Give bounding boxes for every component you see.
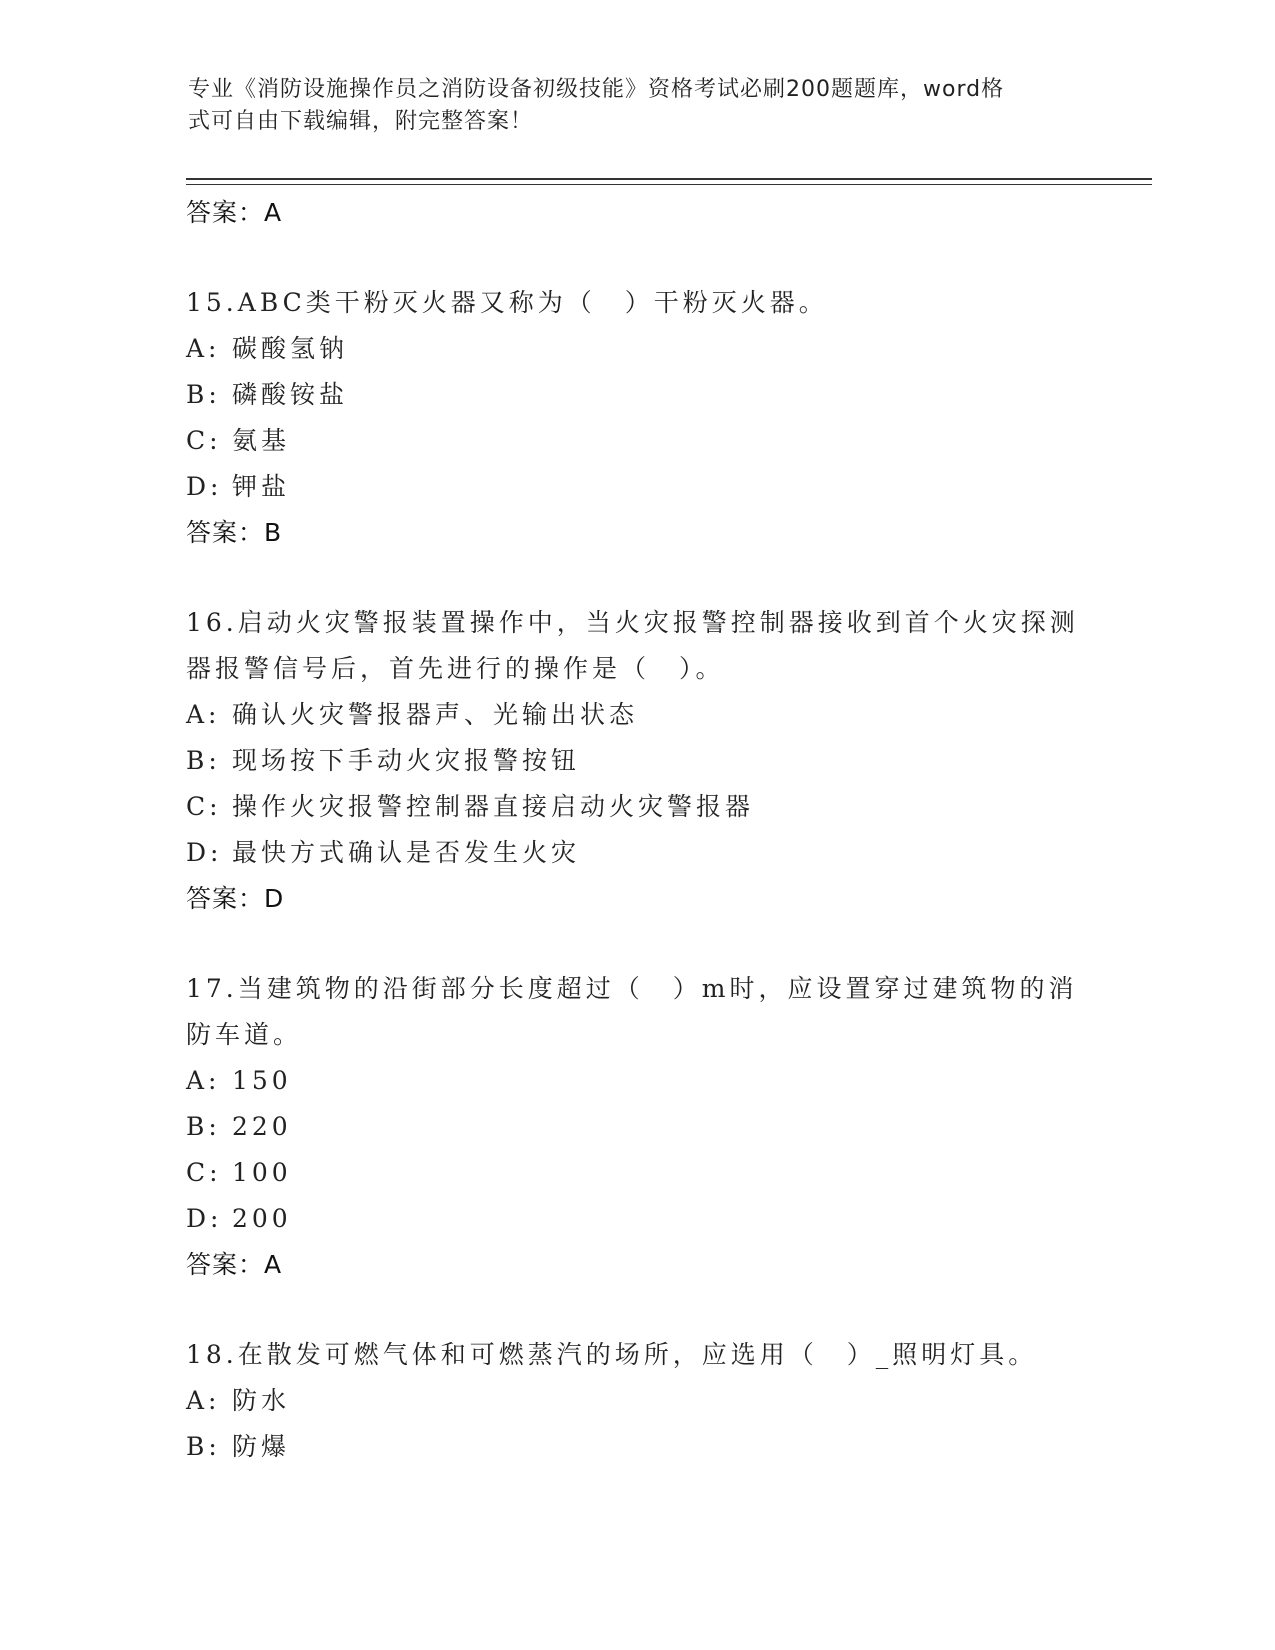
- answer-line: 答案：D: [186, 884, 285, 913]
- option-b: [186, 1104, 1086, 1150]
- question-17: [186, 966, 1086, 1288]
- option-text: 200: [232, 1204, 292, 1233]
- option-d: [186, 464, 1086, 510]
- option-a: [186, 1378, 1086, 1424]
- option-text: 磷酸铵盐: [232, 380, 349, 409]
- option-text: 钾盐: [232, 472, 291, 501]
- option-a: [186, 1058, 1086, 1104]
- option-c: [186, 418, 1086, 464]
- option-key: A:: [186, 334, 221, 363]
- option-key: A:: [186, 1066, 221, 1095]
- option-key: C:: [186, 792, 222, 821]
- option-a: [186, 326, 1086, 372]
- question-stem-line: 18.在散发可燃气体和可燃蒸汽的场所，应选用（ ）_照明灯具。: [186, 1340, 1038, 1369]
- option-key: B:: [186, 746, 221, 775]
- header-divider-thin: [186, 184, 1152, 185]
- question-stem: [186, 600, 1086, 692]
- option-key: A:: [186, 700, 221, 729]
- question-stem: [186, 966, 1086, 1058]
- option-c: [186, 784, 1086, 830]
- option-d: [186, 1196, 1086, 1242]
- option-b: [186, 738, 1086, 784]
- question-stem: [186, 1332, 1086, 1378]
- option-text: 现场按下手动火灾报警按钮: [232, 746, 581, 775]
- question-16: [186, 600, 1086, 922]
- option-text: 防爆: [232, 1432, 291, 1461]
- option-text: 100: [232, 1158, 292, 1187]
- option-key: D:: [186, 472, 223, 501]
- option-text: 220: [232, 1112, 292, 1141]
- question-list: [186, 190, 1086, 1470]
- question-stem-line: 17.当建筑物的沿街部分长度超过（ ）m时，应设置穿过建筑物的消: [186, 974, 1078, 1003]
- option-text: 最快方式确认是否发生火灾: [232, 838, 581, 867]
- option-d: [186, 830, 1086, 876]
- header-line-1: 专业《消防设施操作员之消防设备初级技能》资格考试必刷200题题库，word格: [188, 77, 1005, 102]
- option-key: C:: [186, 1158, 222, 1187]
- option-key: B:: [186, 1112, 221, 1141]
- option-key: C:: [186, 426, 222, 455]
- option-text: 确认火灾警报器声、光输出状态: [232, 700, 639, 729]
- option-key: B:: [186, 1432, 221, 1461]
- option-text: 150: [232, 1066, 292, 1095]
- option-b: [186, 372, 1086, 418]
- option-b: [186, 1424, 1086, 1470]
- option-text: 防水: [232, 1386, 291, 1415]
- page-header: [188, 74, 1068, 138]
- question-stem-line: 器报警信号后，首先进行的操作是（ ）。: [186, 654, 725, 683]
- option-key: D:: [186, 838, 223, 867]
- option-text: 碳酸氢钠: [232, 334, 349, 363]
- question-stem-line: 16.启动火灾警报装置操作中，当火灾报警控制器接收到首个火灾探测: [186, 608, 1079, 637]
- question-15: [186, 280, 1086, 556]
- question-stem-line: 防车道。: [186, 1020, 303, 1049]
- answer-line: 答案：B: [186, 518, 283, 547]
- question-stem-line: 15.ABC类干粉灭火器又称为（ ）干粉灭火器。: [186, 288, 828, 317]
- option-text: 氨基: [232, 426, 291, 455]
- question-stem: [186, 280, 1086, 326]
- header-line-2: 式可自由下载编辑，附完整答案！: [188, 109, 534, 134]
- option-key: A:: [186, 1386, 221, 1415]
- header-divider-thick: [186, 178, 1152, 180]
- option-c: [186, 1150, 1086, 1196]
- option-key: B:: [186, 380, 221, 409]
- option-key: D:: [186, 1204, 223, 1233]
- option-text: 操作火灾报警控制器直接启动火灾警报器: [232, 792, 755, 821]
- question-18: [186, 1332, 1086, 1470]
- answer-line: 答案：A: [186, 1250, 283, 1279]
- option-a: [186, 692, 1086, 738]
- previous-answer: 答案：A: [186, 198, 283, 227]
